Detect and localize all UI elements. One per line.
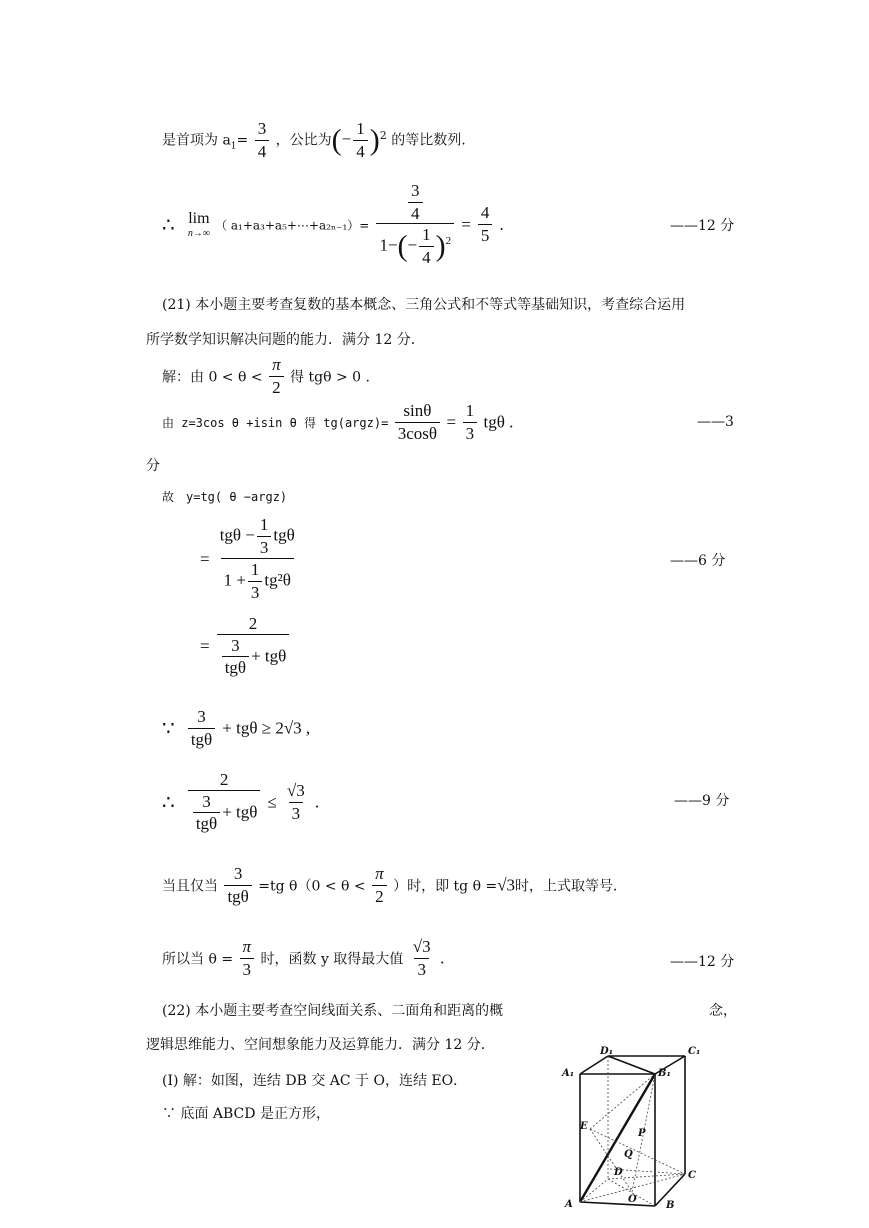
fraction-sin-cos [395,402,440,443]
subscript: 1 [230,141,237,152]
text: 得 tgθ > 0 . [290,369,370,386]
text: ，公比为 [275,132,332,149]
score-3-unit: 分 [146,458,160,474]
text: + tgθ ≥ 2√3 , [222,718,311,738]
numerator: 3 [231,635,240,655]
numerator: sinθ [403,401,432,420]
fraction-limit [376,182,454,268]
text: tgθ − [219,525,255,545]
denominator: 2 [269,376,284,398]
therefore-symbol: ∴ [162,214,175,237]
text: 时，上式取等号． [515,878,628,895]
fraction-ratio [353,120,368,161]
fraction-root3-3 [410,938,434,979]
numerator: 1 [356,119,365,138]
denominator [188,790,261,834]
denominator: tgθ [188,728,215,750]
q21-intro-2: 所学数学知识解决问题的能力．满分 12 分． [146,332,425,348]
paren-open: ( [331,123,342,157]
equals: = [461,214,471,234]
numerator: 2 [219,770,229,789]
fraction-simplified [217,615,290,678]
label-b1: B₁ [658,1068,671,1079]
numerator: 1 [422,225,431,245]
fraction [193,793,220,834]
period: . [499,214,504,234]
text: + tgθ [251,646,287,666]
paren-open: ( [397,230,408,264]
fraction-root3-3 [284,782,308,823]
period: . [314,792,320,812]
therefore-symbol: ∴ [162,792,175,815]
numerator: 3 [233,864,243,883]
denominator: 4 [408,202,423,224]
exponent: 2 [379,129,387,143]
q21-intro: (21) 本小题主要考查复数的基本概念、三角公式和不等式等基础知识，考查综合运用 [162,297,686,313]
q22-step1: (Ⅰ) 解：如图，连结 DB 交 AC 于 O，连结 EO． [162,1073,468,1089]
label-c1: C₁ [688,1046,701,1057]
q22-intro-tail: 念， [709,1003,737,1019]
q22-intro: (22) 本小题主要考查空间线面关系、二面角和距离的概 [162,1003,504,1019]
score-9: ——9 分 [674,793,730,809]
fraction-three-quarters [408,182,423,223]
numerator: 4 [480,203,490,223]
numerator: 1 [465,401,475,420]
prism-figure [550,1044,720,1228]
denominator: tgθ [222,656,249,678]
paren-close: ) [435,230,446,264]
label-q: Q [624,1149,633,1160]
numerator: √3 [286,780,305,800]
denominator: 3 [257,536,272,558]
text: 所以当 θ = [162,951,234,968]
text: tg²θ [264,570,291,590]
text: 故 y=tg( θ −argz) [162,490,288,504]
text: 时，函数 y 取得最大值 [260,951,404,968]
score-3: ——3 [697,414,734,430]
because-symbol: ∵ [162,718,175,741]
line-theta-range [162,356,370,397]
label-c: C [688,1170,696,1181]
denominator: 3cosθ [395,422,440,444]
text: = [236,132,249,149]
q22-step2: ∵ 底面 ABCD 是正方形， [162,1106,330,1122]
line-y-def [162,488,287,505]
fraction-pi-over-2 [372,865,387,906]
text: 1 + [223,570,246,590]
text: ）时，即 tg θ = [393,878,498,895]
denominator: 4 [419,246,434,268]
exponent: 2 [445,235,452,248]
denominator: 4 [353,140,368,162]
text: tgθ [273,525,295,545]
fraction-pi-over-2 [269,356,284,397]
numerator: 3 [202,791,211,811]
equals: = [200,636,210,656]
equals: = [200,549,210,569]
denominator: 3 [414,958,429,980]
line-tan-arg [162,402,513,443]
numerator: √3 [412,937,431,956]
label-o: O [628,1194,637,1205]
equals: = [446,412,457,432]
label-p: P [638,1128,646,1139]
label-a1: A₁ [562,1068,575,1079]
denominator [217,634,290,678]
lim-subscript: n→∞ [187,228,210,240]
line-am-gm [162,708,310,749]
numerator: 1 [259,515,269,534]
numerator: 3 [257,119,267,138]
numerator: π [242,937,252,956]
denominator: 5 [478,224,493,246]
text: 由 z=3cos θ +isin θ 得 tg(argz)= [162,416,389,431]
label-b: B [666,1200,675,1211]
limit-operator [188,210,210,239]
denominator: 4 [255,140,270,162]
fraction-one-third [463,402,478,443]
label-d1: D₁ [600,1046,614,1057]
label-e: E [580,1121,588,1132]
text: + tgθ [222,802,258,822]
denominator: tgθ [224,885,251,907]
fraction-pi-over-3 [240,938,255,979]
text: 的等比数列. [391,132,466,149]
text: =tg θ（0 < θ < [258,878,366,895]
numerator [217,516,298,558]
line-simplified [200,615,291,678]
denominator: 1−(− $\frac{1}{4}$ )$^2$ [376,223,454,267]
lim-text: lim [188,210,210,228]
fraction-result [478,204,493,245]
line-bound [162,771,319,834]
period: . [440,948,445,968]
fraction [257,516,272,557]
denominator: 3 [240,958,255,980]
label-a: A [565,1199,573,1210]
numerator: π [375,864,384,883]
fraction [224,865,251,906]
series-sum: （ a₁+a₃+a₅+⋯+a₂ₙ₋₁）= [215,218,370,233]
fraction-expansion [217,516,298,603]
score-6: ——6 分 [670,553,726,569]
fraction [188,708,215,749]
minus-sign: − [341,129,352,149]
denominator: 3 [248,581,263,603]
denominator: 3 [289,802,304,824]
line-max-value [162,938,444,979]
q22-intro-2: 逻辑思维能力、空间想象能力及运算能力．满分 12 分． [146,1037,495,1053]
fraction [222,637,249,678]
paren-close: ) [369,123,380,157]
numerator [386,182,445,223]
fraction-bound [188,771,261,834]
text: tgθ . [483,412,514,432]
label-d: D [614,1167,623,1178]
line-expansion [200,516,300,603]
le-symbol: ≤ [267,792,277,812]
line-geometric-sequence [162,120,466,161]
text: 1− [379,235,398,255]
numerator: 2 [248,614,258,633]
numerator: 1 [250,560,260,580]
text: 是首项为 a [162,132,231,149]
denominator [221,558,294,602]
fraction [248,561,263,602]
numerator: π [272,355,281,374]
fraction-quarter [419,226,434,267]
denominator: tgθ [193,812,220,834]
denominator: 2 [372,885,387,907]
text: 当且仅当 [162,878,218,895]
score-12-b: ——12 分 [670,954,735,970]
numerator: 3 [197,707,206,726]
text: 解：由 0 < θ < [162,369,263,386]
score-12: ——12 分 [670,218,735,234]
fraction-first-term [255,120,270,161]
sqrt3: √3 [497,875,516,895]
line-equality-condition [162,865,627,906]
denominator: 3 [463,422,478,444]
line-limit [162,182,504,268]
numerator: 3 [411,181,420,200]
